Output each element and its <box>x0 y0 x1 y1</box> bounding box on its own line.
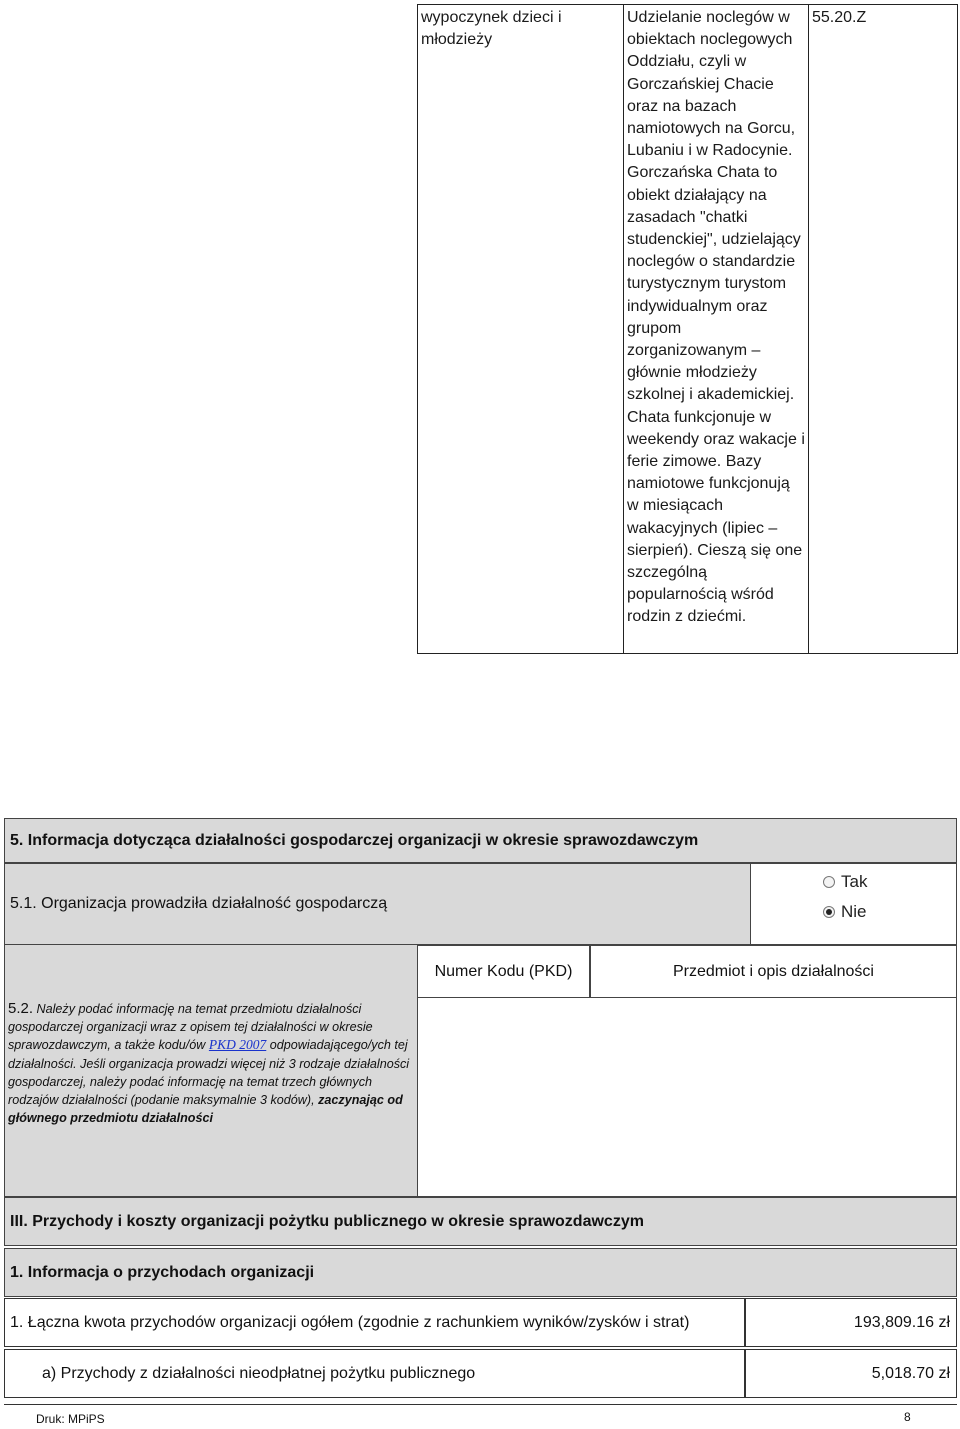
footer-print-label: Druk: MPiPS <box>36 1412 105 1426</box>
table-divider <box>808 4 809 654</box>
free-pbo-income-label-cell <box>4 1349 745 1398</box>
question-5-1 <box>4 863 751 945</box>
column-header-pkd-label: Numer Kodu (PKD) <box>434 962 573 980</box>
total-income-value: 193,809.16 zł <box>853 1313 950 1331</box>
question-5-2-instructions-cont: odpowiadającego/ych tej działalności. Jeśli organizacja prowadzi więcej niż 3 rodzaje działalności gospodarczej, należy podać informację na temat trzech głównych rodzajów działalności (podanie maksymalnie 3 kodów), <box>8 1038 410 1108</box>
section-3-title: III. Przychody i koszty organizacji pożytku publicznego w okresie sprawozdawczym <box>10 1212 644 1230</box>
column-header-description-label: Przedmiot i opis działalności <box>673 962 874 980</box>
pkd-code-cell: 55.20.Z <box>812 9 867 26</box>
table-divider <box>623 4 624 654</box>
question-5-2-text <box>8 1000 416 1127</box>
column-header-description <box>590 945 957 998</box>
activity-name-cell: wypoczynek dzieci i młodzieży <box>421 9 562 49</box>
free-pbo-income-label: a) Przychody z działalności nieodpłatnej pożytku publicznego <box>42 1364 476 1382</box>
question-5-1-label: 5.1. Organizacja prowadziła działalność gospodarczą <box>10 895 388 912</box>
total-income-label: 1. Łączna kwota przychodów organizacji ogółem (zgodnie z rachunkiem wyników/zysków i strat) <box>10 1313 690 1331</box>
income-info-header <box>4 1248 957 1297</box>
question-5-2-number: 5.2. <box>8 1000 34 1017</box>
section-5-header <box>4 818 957 863</box>
free-pbo-income-value-cell <box>745 1349 957 1398</box>
pkd-2007-link[interactable]: PKD 2007 <box>208 1037 267 1053</box>
income-info-title: 1. Informacja o przychodach organizacji <box>10 1263 315 1281</box>
radio-option-no[interactable] <box>823 902 867 922</box>
business-activity-radio-group <box>750 863 957 945</box>
column-header-pkd <box>417 945 590 998</box>
question-5-2-emphasis: zaczynając od głównego przedmiotu działalności <box>8 1093 403 1126</box>
activity-description-cell: Udzielanie noclegów w obiektach noclegowych Oddziału, czyli w Gorczańskiej Chacie oraz na bazach namiotowych na Gorcu, Lubaniu i w Radocynie. Gorczańska Chata to obiekt działający na zasadach "chatki studenckiej", udzielający noclegów o standardzie turystycznym turystom indywidualnym oraz grupom zorganizowanym – głównie młodzieży szkolnej i akademickiej. Chata funkcjonuje w weekendy oraz wakacje i ferie zimowe. Bazy namiotowe funkcjonują w miesiącach wakacyjnych (lipiec – sierpień). Cieszą się one szczególną popularnością wśród rodzin z dziećmi. <box>627 9 805 626</box>
radio-option-yes[interactable] <box>823 872 867 892</box>
total-income-label-cell <box>4 1298 745 1347</box>
radio-yes[interactable] <box>823 876 835 888</box>
total-income-value-cell <box>745 1298 957 1347</box>
free-pbo-income-value: 5,018.70 zł <box>871 1364 950 1382</box>
radio-no-label: Nie <box>841 902 867 921</box>
radio-yes-label: Tak <box>841 872 868 891</box>
question-5-2-instructions: Należy podać informację na temat przedmiotu działalności gospodarczej organizacji wraz z opisem tej działalności w okresie sprawozdawczym, a także kodu/ów <box>8 1002 373 1053</box>
section-3-header <box>4 1197 957 1246</box>
footer-rule <box>4 1404 957 1405</box>
radio-no[interactable] <box>823 906 835 918</box>
page-number: 8 <box>904 1410 911 1424</box>
section-5-title: 5. Informacja dotycząca działalności gospodarczej organizacji w okresie sprawozdawczym <box>10 831 699 849</box>
